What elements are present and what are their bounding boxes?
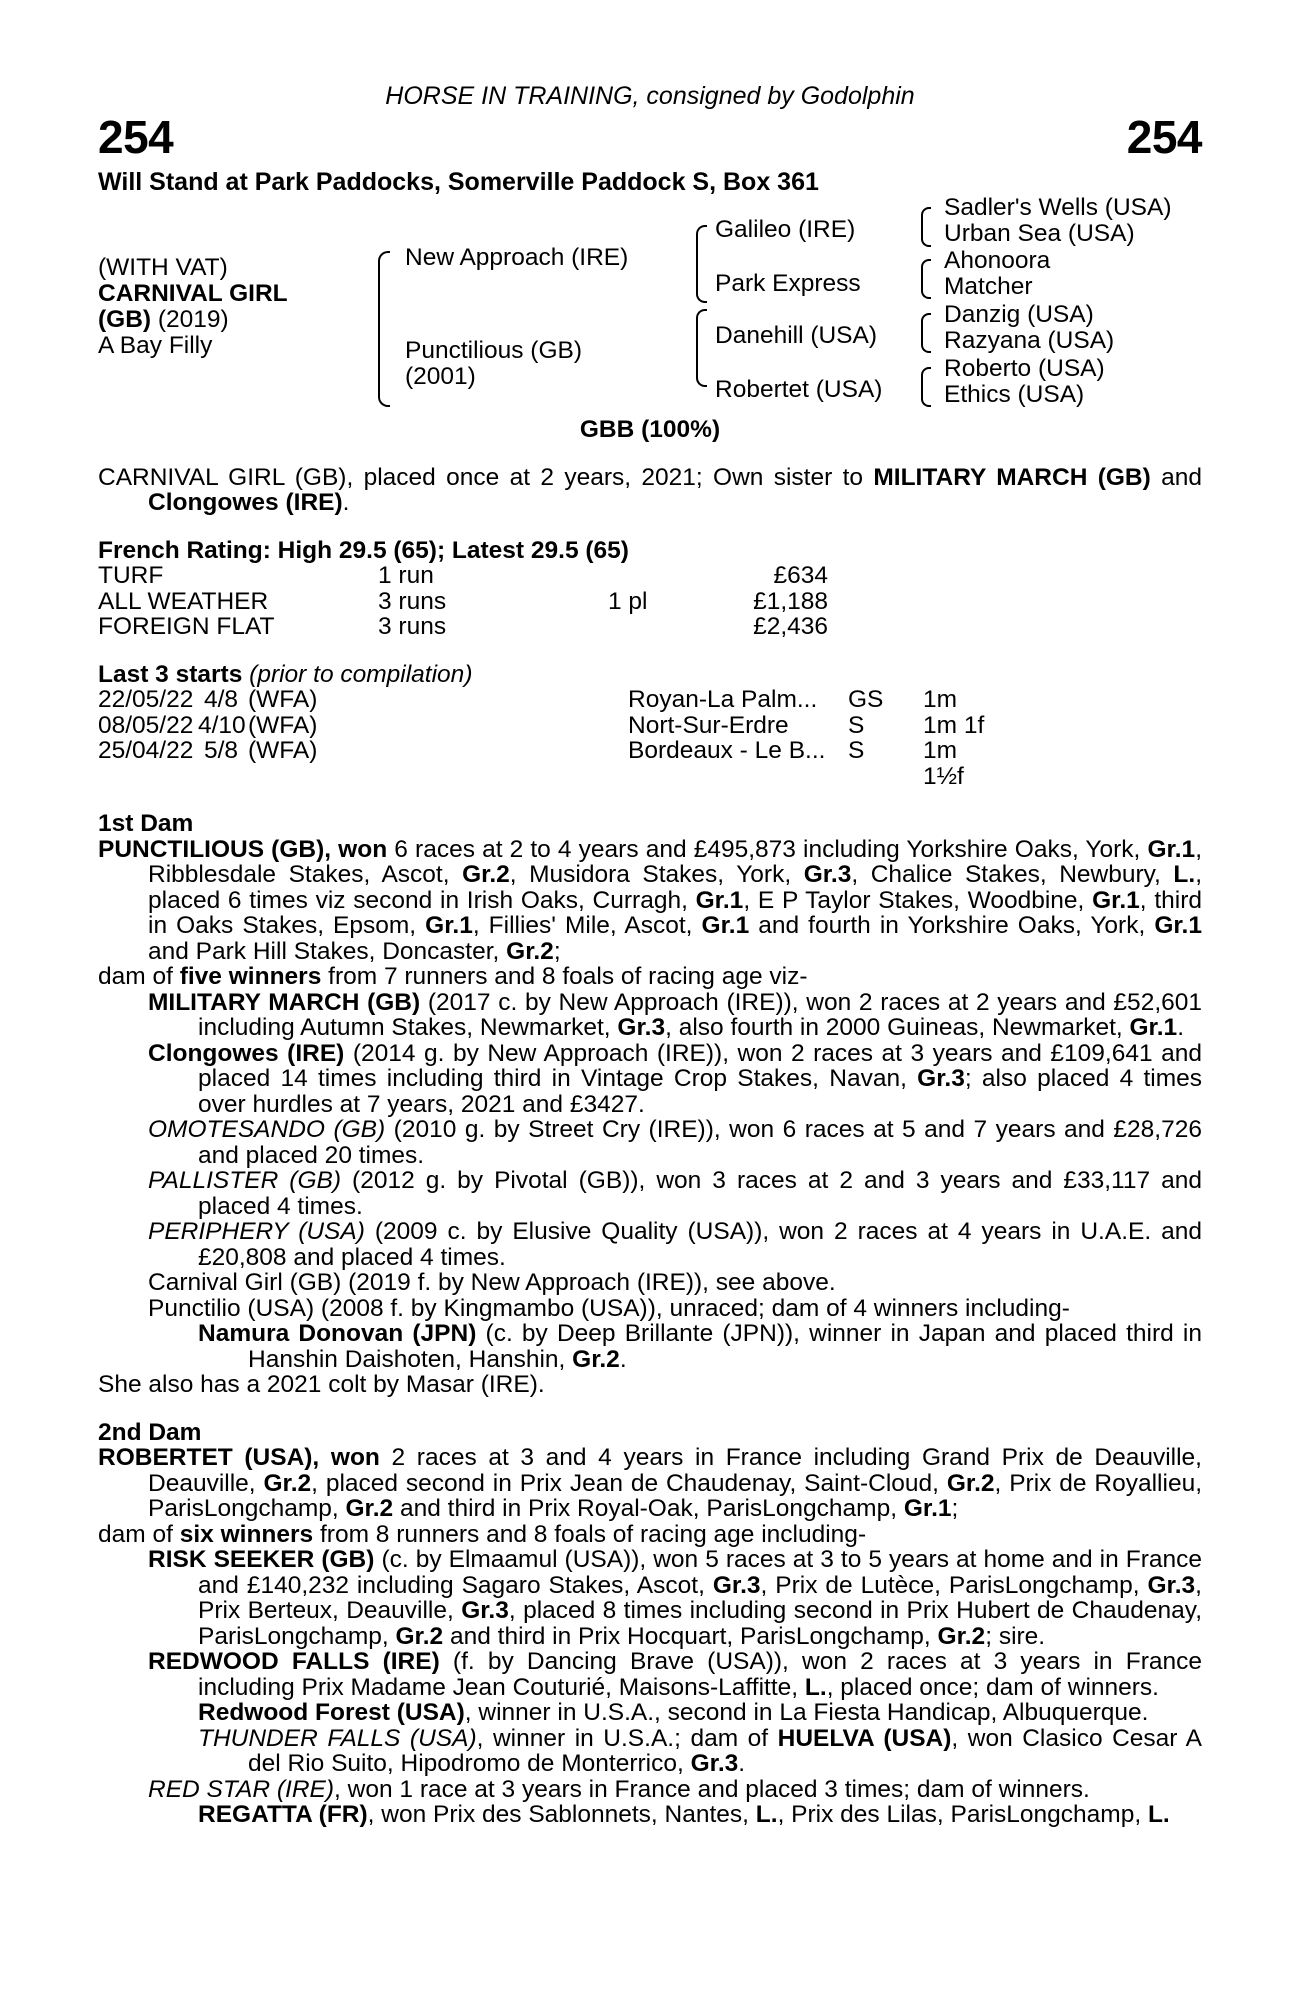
dam-dam-sire: Roberto (USA) — [944, 355, 1105, 382]
horse-suffix-year: (GB) (2019) — [98, 306, 229, 333]
lot-number-left: 254 — [98, 110, 174, 163]
horse-name: CARNIVAL GIRL — [98, 280, 288, 307]
brace-3b — [921, 259, 931, 299]
dam: Punctilious (GB) — [405, 337, 583, 364]
start-row: 22/05/22 4/8 (WFA) Royan-La Palm... GS 1m — [98, 686, 958, 713]
produce-entry: PERIPHERY (USA) (2009 c. by Elusive Quality (USA)), won 2 races at 4 years in U.A.E. and £20,808 and placed 4 times. — [148, 1218, 1202, 1271]
catalogue-page — [98, 84, 1202, 1828]
dam-of-line: dam of six winners from 8 runners and 8 foals of racing age including- — [98, 1520, 867, 1548]
brace-1 — [378, 251, 390, 407]
dam-year: (2001) — [405, 363, 476, 390]
dam-sire-sire: Danzig (USA) — [944, 301, 1094, 328]
brace-3d — [921, 367, 931, 407]
rating-title: French Rating: High 29.5 (65); Latest 29.5 (65) — [98, 536, 629, 564]
brace-3c — [921, 313, 931, 353]
first-dam-section — [98, 811, 1202, 1398]
vat-note: (WITH VAT) — [98, 254, 228, 281]
dam-dam: Robertet (USA) — [715, 376, 883, 403]
dam-paragraph: ROBERTET (USA), won 2 races at 3 and 4 years in France including Grand Prix de Deauville, Deauville, Gr.2, placed second in Prix Jean de Chaudenay, Saint-Cloud, Gr.2, Prix de Royallieu, ParisLongchamp, Gr.2 and third in Prix Royal-Oak, ParisLongchamp, Gr.1; — [98, 1444, 1202, 1522]
produce-entry: Clongowes (IRE) (2014 g. by New Approach (IRE)), won 2 races at 3 years and £109,641 and placed 14 times including third in Vintage Crop Stakes, Navan, Gr.3; also placed 4 times over hurdles at 7 years, 2021 and £3427. — [148, 1039, 1203, 1118]
dam-of-line: dam of five winners from 7 runners and 8 foals of racing age viz- — [98, 963, 808, 990]
sire-dam-dam: Matcher — [944, 273, 1033, 300]
brace-3a — [921, 207, 931, 247]
produce-entry: MILITARY MARCH (GB) (2017 c. by New Approach (IRE)), won 2 races at 2 years and £52,601 including Autumn Stakes, Newmarket, Gr.3, also fourth in 2000 Guineas, Newmarket, Gr.1. — [148, 988, 1202, 1041]
dam-paragraph: PUNCTILIOUS (GB), won 6 races at 2 to 4 years and £495,873 including Yorkshire Oaks, York, Gr.1, Ribblesdale Stakes, Ascot, Gr.2, Musidora Stakes, York, Gr.3, Chalice Stakes, Newbury, L., placed 6 times viz second in Irish Oaks, Curragh, Gr.1, E P Taylor Stakes, Woodbine, Gr.1, third in Oaks Stakes, Epsom, Gr.1, Fillies' Mile, Ascot, Gr.1 and fourth in Yorkshire Oaks, York, Gr.1 and Park Hill Stakes, Doncaster, Gr.2; — [98, 835, 1202, 965]
produce-entry: THUNDER FALLS (USA), winner in U.S.A.; dam of HUELVA (USA), won Clasico Cesar A del Rio Suito, Hipodromo de Monterrico, Gr.3. — [198, 1724, 1202, 1777]
stand-location: Will Stand at Park Paddocks, Somerville Paddock S, Box 361 — [98, 167, 819, 196]
last-starts-block — [98, 662, 1202, 790]
dam-dam-dam: Ethics (USA) — [944, 381, 1085, 408]
produce-entry: Namura Donovan (JPN) (c. by Deep Brillante (JPN)), winner in Japan and placed third in Hanshin Daishoten, Hanshin, Gr.2. — [198, 1320, 1202, 1373]
dam-sire: Danehill (USA) — [715, 322, 878, 349]
sire-sire: Galileo (IRE) — [715, 216, 856, 243]
produce-entry: RISK SEEKER (GB) (c. by Elmaamul (USA)), won 5 races at 3 to 5 years at home and in France and £140,232 including Sagaro Stakes, Ascot, Gr.3, Prix de Lutèce, ParisLongchamp, Gr.3, Prix Berteux, Deauville, Gr.3, placed 8 times including second in Prix Hubert de Chaudenay, ParisLongchamp, Gr.2 and third in Prix Hocquart, ParisLongchamp, Gr.2; sire. — [148, 1546, 1203, 1650]
first-dam-heading: 1st Dam — [98, 810, 194, 837]
last-starts-title: Last 3 starts (prior to compilation) — [98, 660, 473, 688]
pedigree-table — [98, 195, 1202, 415]
brace-2b — [696, 309, 707, 387]
consignment-line: HORSE IN TRAINING, consigned by Godolphin — [385, 82, 915, 110]
sire-sire-dam: Urban Sea (USA) — [944, 220, 1135, 247]
sire: New Approach (IRE) — [405, 244, 629, 271]
start-row: 25/04/22 5/8 (WFA) Bordeaux - Le B... S 1m 1½f — [98, 737, 964, 790]
produce-entry: Punctilio (USA) (2008 f. by Kingmambo (USA)), unraced; dam of 4 winners including- — [148, 1294, 1070, 1322]
rating-row: FOREIGN FLAT 3 runs £2,436 — [98, 613, 828, 640]
rating-row: TURF 1 run £634 — [98, 562, 828, 589]
produce-entry: PALLISTER (GB) (2012 g. by Pivotal (GB)), won 3 races at 2 and 3 years and £33,117 and placed 4 times. — [148, 1167, 1203, 1220]
produce-entry: REGATTA (FR), won Prix des Sablonnets, Nantes, L., Prix des Lilas, ParisLongchamp, L. — [198, 1801, 1170, 1828]
sire-dam-sire: Ahonoora — [944, 247, 1051, 274]
produce-entry: Carnival Girl (GB) (2019 f. by New Approach (IRE)), see above. — [148, 1269, 836, 1296]
produce-entry: Redwood Forest (USA), winner in U.S.A., second in La Fiesta Handicap, Albuquerque. — [198, 1699, 1149, 1726]
lot-number-row — [98, 110, 1202, 163]
rating-row: ALL WEATHER 3 runs 1 pl £1,188 — [98, 587, 828, 615]
produce-entry: REDWOOD FALLS (IRE) (f. by Dancing Brave (USA)), won 2 races at 3 years in France including Prix Madame Jean Couturié, Maisons-Laffitte, L., placed once; dam of winners. — [148, 1648, 1202, 1701]
sire-dam: Park Express — [715, 270, 861, 297]
produce-entry: OMOTESANDO (GB) (2010 g. by Street Cry (IRE)), won 6 races at 5 and 7 years and £28,726 and placed 20 times. — [148, 1116, 1202, 1169]
lot-number-right: 254 — [1126, 110, 1202, 163]
dam-sire-dam: Razyana (USA) — [944, 327, 1115, 354]
gbb-rating: GBB (100%) — [579, 416, 721, 443]
start-row: 08/05/22 4/10 (WFA) Nort-Sur-Erdre S 1m 1f — [98, 711, 985, 739]
rating-block — [98, 538, 1202, 640]
summary-paragraph: CARNIVAL GIRL (GB), placed once at 2 years, 2021; Own sister to MILITARY MARCH (GB) and Clongowes (IRE). — [98, 463, 1203, 516]
sire-sire-sire: Sadler's Wells (USA) — [944, 194, 1172, 221]
produce-entry: RED STAR (IRE), won 1 race at 3 years in France and placed 3 times; dam of winners. — [148, 1775, 1090, 1803]
second-dam-heading: 2nd Dam — [98, 1418, 202, 1446]
second-dam-section — [98, 1420, 1202, 1828]
horse-description: A Bay Filly — [98, 332, 213, 359]
also-note: She also has a 2021 colt by Masar (IRE). — [98, 1371, 545, 1398]
brace-2a — [696, 225, 707, 303]
